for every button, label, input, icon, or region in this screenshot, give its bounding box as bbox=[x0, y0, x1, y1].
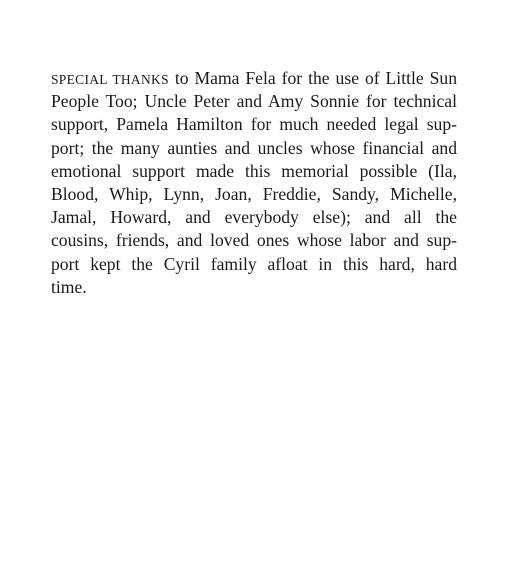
paragraph-line: People Too; Uncle Peter and Amy Sonnie for technical bbox=[51, 91, 457, 112]
paragraph-line: emotional support made this memorial possible (Ila, bbox=[51, 160, 457, 181]
paragraph-line: port; the many aunties and uncles whose financial and bbox=[51, 137, 457, 158]
paragraph-line: Jamal, Howard, and everybody else); and all the bbox=[51, 207, 457, 228]
acknowledgment-paragraph bbox=[51, 67, 457, 299]
paragraph-line: cousins, friends, and loved ones whose labor and sup- bbox=[51, 230, 457, 251]
paragraph-line: support, Pamela Hamilton for much needed legal sup- bbox=[51, 114, 457, 135]
paragraph-line bbox=[51, 67, 457, 90]
paragraph-line: Blood, Whip, Lynn, Joan, Freddie, Sandy, Michelle, bbox=[51, 183, 457, 204]
paragraph-last-line: time. bbox=[51, 276, 87, 297]
paragraph-line-text: to Mama Fela for the use of Little Sun bbox=[168, 68, 457, 88]
paragraph-line: port kept the Cyril family afloat in this hard, hard bbox=[51, 253, 457, 274]
special-thanks-lead-in: SPECIAL THANKS bbox=[51, 72, 169, 87]
